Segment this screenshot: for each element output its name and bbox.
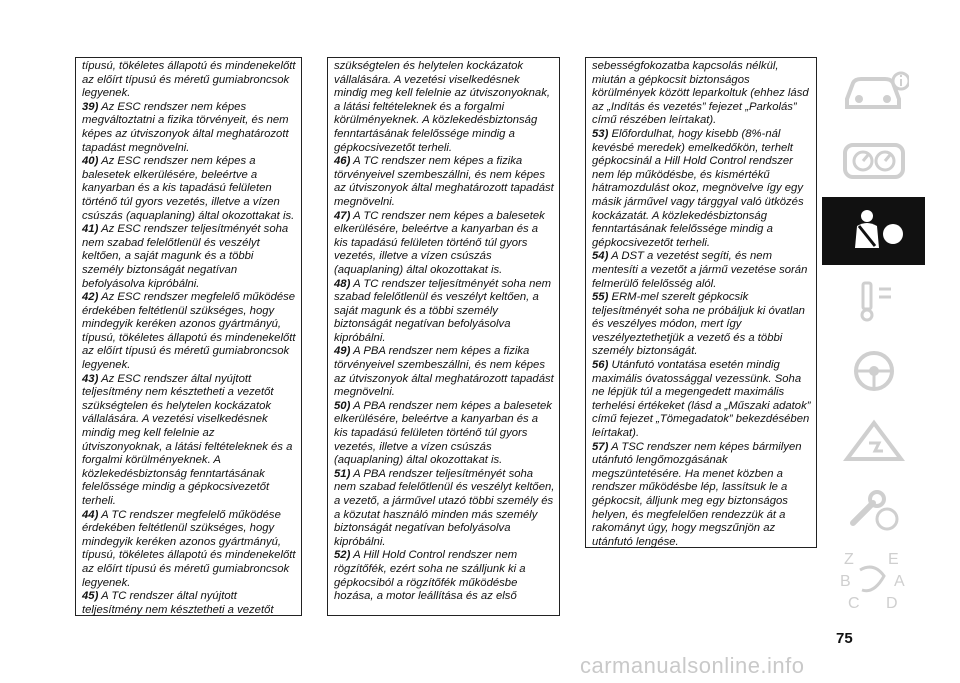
warning-paragraph	[334, 400, 555, 468]
note-text: Utánfutó vontatása esetén mindig maximális óvatossággal vezessünk. Soha ne lépjük túl a megengedett maximális terhelési értékeket (lásd a „Műszaki adatok” című fejezet „Tömegadatok” bekezdésében leírtakat).	[592, 359, 811, 440]
note-number: 42)	[82, 291, 99, 304]
note-number: 50)	[334, 399, 351, 412]
warning-paragraph	[82, 291, 297, 373]
note-number: 44)	[82, 508, 99, 521]
note-number: 41)	[82, 223, 99, 236]
warning-paragraph	[592, 250, 812, 291]
note-text: A PBA rendszer nem képes a fizika törvényeivel szembeszállni, és nem képes az útviszonyok által meghatározott tapadást megnövelni.	[334, 345, 554, 399]
warning-paragraph	[334, 549, 555, 603]
watermark: carmanualsonline.info	[580, 653, 805, 678]
tab-technical-data[interactable]	[822, 547, 925, 615]
note-text: Előfordulhat, hogy kisebb (8%-nál kevésbé meredek) emelkedőkön, terhelt gépkocsinál a Hill Hold Control rendszer nem lép működésbe, és kismértékű hátramozdulást okoz, megnövelve így egy másik járművel vagy tárggyal való ütközés kockázatát. A közlekedésbiztonság fenntartásának felelőssége mindig a gépkocsivezetőt terheli.	[592, 127, 804, 249]
note-number: 39)	[82, 100, 99, 113]
steering-wheel-icon	[839, 349, 909, 393]
note-number: 40)	[82, 155, 99, 168]
tab-car-info[interactable]	[822, 57, 925, 125]
warning-paragraph	[82, 60, 297, 101]
page-number: 75	[836, 630, 853, 647]
warning-paragraph	[334, 60, 555, 155]
note-text: sebességfokozatba kapcsolás nélkül, miután a gépkocsit biztonságos körülmények között leparkoltuk (ehhez lásd az „Indítás és vezetés” fejezet „Parkolás” című részében leírtakat).	[592, 60, 809, 127]
note-number: 46)	[334, 155, 351, 168]
key-ignition-icon	[839, 279, 909, 323]
note-text: típusú, tökéletes állapotú és mindenekelőtt az előírt típusú és méretű gumiabroncsok legyenek.	[82, 60, 296, 100]
wrench-maintenance-icon	[839, 489, 909, 533]
note-text: A TC rendszer megfelelő működése érdekében feltétlenül szükséges, hogy mindegyik keréken azonos gyártmányú, típusú, tökéletes állapotú és mindenekelőtt az előírt típusú és méretű gumiabroncsok legyenek.	[82, 508, 296, 589]
warning-paragraph	[592, 60, 812, 128]
note-number: 54)	[592, 250, 609, 263]
note-text: Az ESC rendszer nem képes a balesetek elkerülésére, beleértve a kanyarban és a kis tapadású felületen történő túl gyors vezetés, illetve a vízen csúszás (aquaplaning) által okozottakat is.	[82, 155, 295, 222]
index-letter: B	[839, 573, 851, 590]
warning-paragraph	[82, 223, 297, 291]
tab-ignition[interactable]	[822, 267, 925, 335]
note-text: Az ESC rendszer teljesítményét soha nem szabad felelőtlenül és veszélyt keltően, a saját magunk és a többi személy biztonságát negatívan befolyásolva kipróbálni.	[82, 223, 289, 290]
warning-paragraph	[334, 210, 555, 278]
text-column-1	[75, 57, 302, 616]
warning-paragraph	[82, 101, 297, 155]
warning-paragraph	[82, 509, 297, 591]
note-text: A PBA rendszer teljesítményét soha nem szabad felelőtlenül és veszélyt keltően, a vezető, a járművel utazó többi személy és a közutat használó minden más személy biztonságát negatívan befolyásolva kipróbálni.	[334, 467, 555, 548]
tab-driving[interactable]	[822, 337, 925, 405]
note-number: 52)	[334, 549, 351, 562]
note-number: 56)	[592, 359, 609, 372]
index-letter: Z	[843, 551, 854, 568]
index-letter: D	[885, 595, 898, 612]
tab-safety-active[interactable]	[822, 197, 925, 265]
warning-paragraph	[592, 291, 812, 359]
note-text: Az ESC rendszer által nyújtott teljesítmény nem késztetheti a vezetőt szükségtelen és helytelen kockázatok vállalására. A vezetési viselkedésnek mindig meg kell felelnie az útviszonyoknak, a látási feltételeknek és a forgalmi körülményeknek. A közlekedésbiztonság fenntartásának felelőssége mindig a gépkocsivezetőt terheli.	[82, 372, 293, 507]
note-text: A TC rendszer teljesítményét soha nem szabad felelőtlenül és veszélyt keltően, a saját magunk és a többi személy biztonságát negatívan befolyásolva kipróbálni.	[334, 277, 552, 344]
tab-emergency[interactable]	[822, 407, 925, 475]
note-text: A TSC rendszer nem képes bármilyen utánfutó lengőmozgásának megszüntetésére. Ha menet közben a rendszer működésbe lép, lassítsuk le a gépkocsit, álljunk meg egy biztonságos helyen, és megfelelően rendezzük át a rakományt úgy, hogy megszűnjön az utánfutó lengése.	[592, 440, 802, 548]
note-number: 43)	[82, 372, 99, 385]
warning-paragraph	[334, 278, 555, 346]
note-text: A PBA rendszer nem képes a balesetek elkerülésére, beleértve a kanyarban és a kis tapadású felületen történő túl gyors vezetés, illetve a vízen csúszás (aquaplaning) által okozottakat is.	[334, 399, 552, 467]
warning-triangle-icon	[839, 419, 909, 463]
note-text: A TC rendszer által nyújtott teljesítmény nem késztetheti a vezetőt	[82, 590, 274, 616]
note-number: 47)	[334, 209, 351, 222]
warning-paragraph	[82, 155, 297, 223]
note-number: 57)	[592, 440, 609, 453]
warning-paragraph	[334, 468, 555, 550]
note-text: A TC rendszer nem képes a fizika törvényeivel szembeszállni, és nem képes az útviszonyok által meghatározott tapadást megnövelni.	[334, 155, 554, 208]
tab-dashboard[interactable]	[822, 127, 925, 195]
warning-paragraph	[334, 155, 555, 209]
note-number: 48)	[334, 277, 351, 290]
index-letter: E	[887, 551, 899, 568]
gear-data-icon	[834, 548, 914, 614]
chapter-tab-sidebar	[822, 57, 925, 617]
warning-paragraph	[82, 373, 297, 509]
note-text: szükségtelen és helytelen kockázatok vállalására. A vezetési viselkedésnek mindig meg kell felelnie az útviszonyoknak, a látási feltételeknek és a forgalmi körülményeknek. A közlekedésbiztonság fenntartásának felelőssége mindig a gépkocsivezetőt terheli.	[334, 60, 551, 154]
note-number: 55)	[592, 291, 609, 304]
tab-maintenance[interactable]	[822, 477, 925, 545]
dashboard-gauge-icon	[839, 139, 909, 183]
seatbelt-airbag-safety-icon	[839, 206, 909, 256]
note-text: ERM-mel szerelt gépkocsik teljesítményét soha ne próbáljuk ki óvatlan és veszélyes módon, mert így veszélyeztethetjük a vezető és a többi személy biztonságát.	[592, 291, 805, 358]
note-text: Az ESC rendszer nem képes megváltoztatni a fizika törvényeit, és nem képes az útviszonyok által meghatározott tapadást megnövelni.	[82, 100, 289, 154]
note-text: A TC rendszer nem képes a balesetek elkerülésére, beleértve a kanyarban és a kis tapadású felületen történő túl gyors vezetés, illetve a vízen csúszás (aquaplaning) által okozottakat is.	[334, 209, 545, 276]
warning-paragraph	[592, 128, 812, 250]
index-letter: A	[893, 573, 905, 590]
warning-paragraph	[334, 345, 555, 399]
warning-paragraph	[592, 359, 812, 441]
note-text: Az ESC rendszer megfelelő működése érdekében feltétlenül szükséges, hogy mindegyik keréken azonos gyártmányú, típusú, tökéletes állapotú és mindenekelőtt az előírt típusú és méretű gumiabroncsok legyenek.	[82, 291, 296, 372]
note-number: 53)	[592, 127, 609, 140]
note-text: A Hill Hold Control rendszer nem rögzítőfék, ezért soha ne szálljunk ki a gépkocsiból a rögzítőfék működésbe hozása, a motor leállítása és az első	[334, 549, 526, 603]
warning-paragraph	[82, 590, 297, 617]
text-column-2	[327, 57, 560, 616]
warning-paragraph	[592, 441, 812, 550]
text-column-3	[585, 57, 817, 548]
car-info-icon	[839, 69, 909, 113]
note-number: 51)	[334, 467, 351, 480]
index-letter: C	[847, 595, 860, 612]
note-number: 45)	[82, 590, 99, 603]
note-text: A DST a vezetést segíti, és nem mentesíti a vezetőt a jármű vezetése során felmerülő felelősség alól.	[592, 250, 808, 290]
note-number: 49)	[334, 345, 351, 358]
